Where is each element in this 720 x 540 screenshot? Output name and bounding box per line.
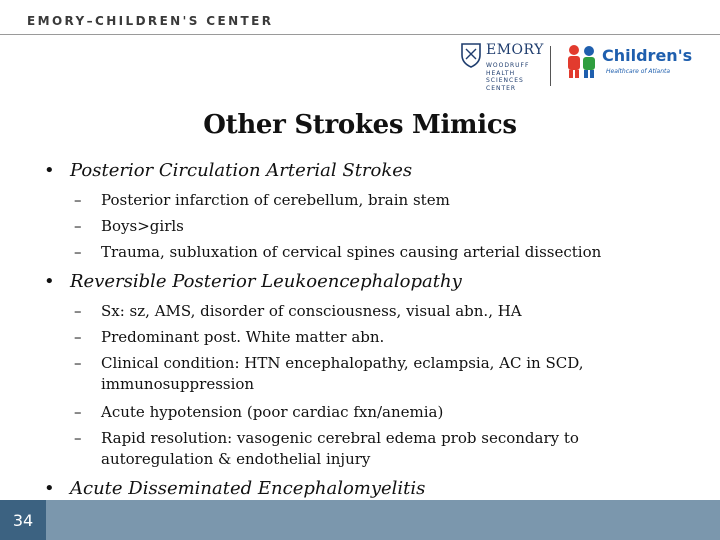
- sub-item-text: Trauma, subluxation of cervical spines causing arterial dissection: [101, 243, 602, 261]
- sub-item: [74, 402, 674, 423]
- sub-item: [74, 353, 634, 395]
- sub-item-text: Clinical condition: HTN encephalopathy, eclampsia, AC in SCD, immunosuppression: [101, 354, 584, 393]
- sub-item-text: Posterior infarction of cerebellum, brain stem: [101, 191, 450, 209]
- bullet-heading: [44, 271, 462, 292]
- childrens-kids-icon: [562, 42, 600, 80]
- sub-item: [74, 216, 674, 237]
- footer-bar: [0, 500, 720, 540]
- sub-item-text: Rapid resolution: vasogenic cerebral edema prob secondary to autoregulation & endothelial injury: [101, 429, 579, 468]
- sub-item: [74, 301, 674, 322]
- dash-mark: –: [74, 302, 82, 320]
- header-center-name: EMORY–CHILDREN'S CENTER: [27, 14, 274, 28]
- childrens-logo-text: Children's: [602, 46, 693, 65]
- page-number: 34: [0, 500, 46, 540]
- woodruff-line: WOODRUFF: [486, 62, 530, 69]
- header-divider: [0, 34, 720, 35]
- emory-logo-text: EMORY: [486, 42, 544, 58]
- bullet-heading-text: Posterior Circulation Arterial Strokes: [70, 160, 413, 181]
- slide-title: Other Strokes Mimics: [203, 110, 517, 140]
- sub-item: [74, 242, 674, 263]
- bullet-heading-text: Acute Disseminated Encephalomyelitis: [70, 478, 426, 499]
- woodruff-logo-text: [486, 62, 540, 92]
- sub-item: [74, 327, 674, 348]
- woodruff-line: SCIENCES: [486, 77, 524, 84]
- dash-mark: –: [74, 354, 82, 372]
- dash-mark: –: [74, 243, 82, 261]
- woodruff-line: HEALTH: [486, 69, 516, 77]
- logo-area: [456, 40, 696, 94]
- bullet-heading: [44, 160, 412, 181]
- bullet-mark: •: [44, 271, 55, 292]
- logo-divider: [550, 46, 551, 86]
- bullet-mark: •: [44, 478, 55, 499]
- bullet-mark: •: [44, 160, 55, 181]
- dash-mark: –: [74, 403, 82, 421]
- sub-item-text: Boys>girls: [101, 217, 184, 235]
- sub-item-text: Acute hypotension (poor cardiac fxn/anemia): [101, 403, 444, 421]
- dash-mark: –: [74, 191, 82, 209]
- sub-item-text: Predominant post. White matter abn.: [101, 328, 385, 346]
- bullet-heading-text: Reversible Posterior Leukoencephalopathy: [70, 271, 462, 292]
- childrens-logo-subtext: Healthcare of Atlanta: [606, 68, 671, 75]
- dash-mark: –: [74, 429, 82, 447]
- woodruff-line: CENTER: [486, 84, 517, 92]
- sub-item: [74, 190, 674, 211]
- dash-mark: –: [74, 217, 82, 235]
- sub-item: [74, 428, 634, 470]
- dash-mark: –: [74, 328, 82, 346]
- sub-item-text: Sx: sz, AMS, disorder of consciousness, visual abn., HA: [101, 302, 522, 320]
- bullet-heading: [44, 478, 425, 499]
- emory-shield-icon: [460, 42, 482, 68]
